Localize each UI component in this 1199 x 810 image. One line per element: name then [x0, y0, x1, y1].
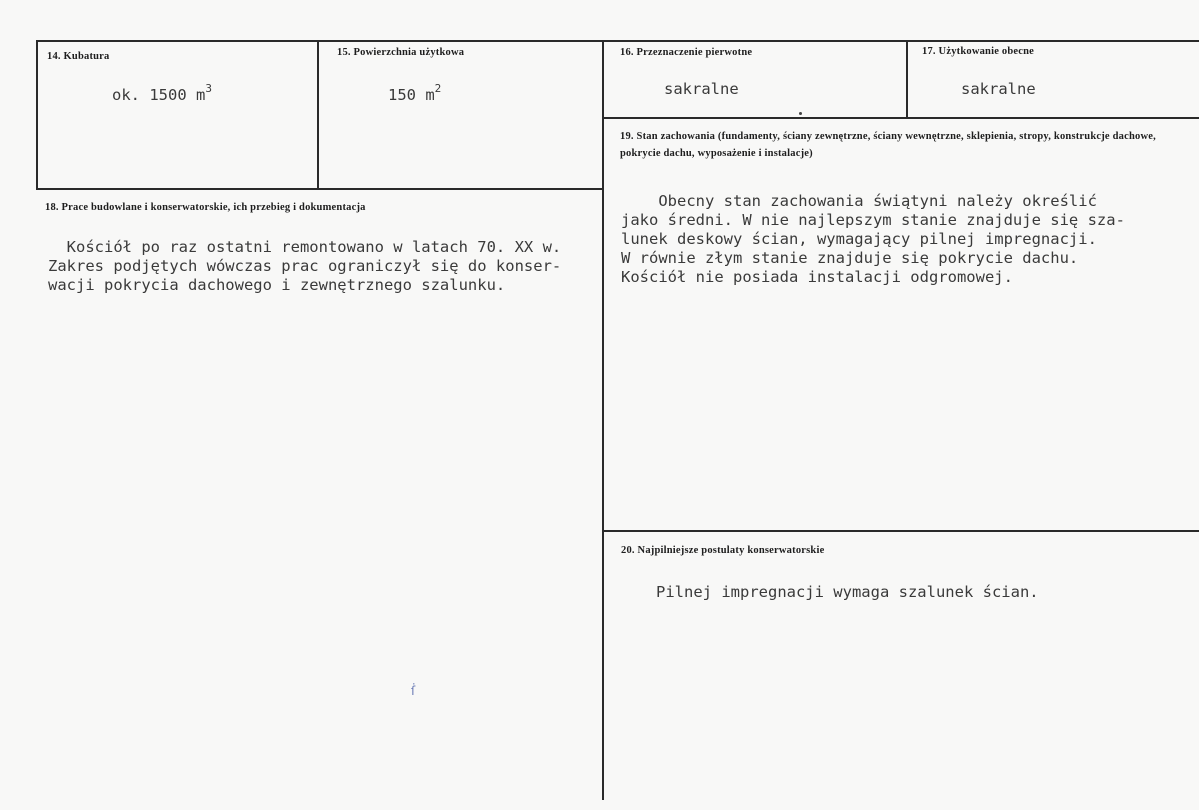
field-14-sup: 3: [205, 82, 212, 95]
field-16-value: sakralne: [664, 80, 739, 98]
field-18-line-2: Zakres podjętych wówczas prac ograniczył się do konser-: [48, 257, 562, 275]
top-rule: [36, 40, 1199, 42]
field-19-label: 19. Stan zachowania (fundamenty, ściany zewnętrzne, ściany wewnętrzne, sklepienia, stropy, konstrukcje dachowe, pokrycie dachu, wyposażenie i instalacje): [620, 131, 1156, 159]
rule-18-top: [36, 188, 603, 190]
field-18-line-3: wacji pokrycia dachowego i zewnętrznego szalunku.: [48, 276, 506, 294]
rule-19-top: [603, 117, 1199, 119]
rule-16-17: [906, 40, 908, 118]
field-17-value: sakralne: [961, 80, 1036, 98]
field-19-line-3: lunek deskowy ścian, wymagający pilnej impregnacji.: [621, 230, 1097, 248]
rule-left: [36, 40, 38, 190]
field-19-line-2: jako średni. W nie najlepszym stanie znajduje się sza-: [621, 211, 1125, 229]
rule-center: [602, 40, 604, 800]
field-19-line-1: Obecny stan zachowania świątyni należy określić: [621, 192, 1097, 210]
field-19-line-5: Kościół nie posiada instalacji odgromowej.: [621, 268, 1013, 286]
field-20-label: 20. Najpilniejsze postulaty konserwatorskie: [621, 545, 825, 556]
field-15-sup: 2: [434, 82, 442, 95]
field-15-value: [388, 81, 441, 105]
field-16-label: 16. Przeznaczenie pierwotne: [620, 47, 753, 58]
field-15-text: 150 m: [388, 86, 435, 105]
field-18-label: 18. Prace budowlane i konserwatorskie, ich przebieg i dokumentacja: [45, 202, 366, 213]
field-14-text: ok. 1500 m: [112, 86, 206, 105]
field-14-label: 14. Kubatura: [47, 51, 110, 62]
rule-14-15: [317, 40, 319, 190]
field-17-label: 17. Użytkowanie obecne: [922, 46, 1035, 57]
field-14-value: [112, 81, 212, 105]
ink-mark: ẛ: [411, 684, 416, 698]
field-18-line-1: Kościół po raz ostatni remontowano w latach 70. XX w.: [48, 238, 562, 256]
stray-dot: [799, 112, 802, 115]
field-19-line-4: W równie złym stanie znajduje się pokrycie dachu.: [621, 249, 1079, 267]
field-20-value: Pilnej impregnacji wymaga szalunek ścian.: [656, 583, 1039, 601]
field-15-label: 15. Powierzchnia użytkowa: [337, 47, 465, 58]
rule-20-top: [603, 530, 1199, 532]
